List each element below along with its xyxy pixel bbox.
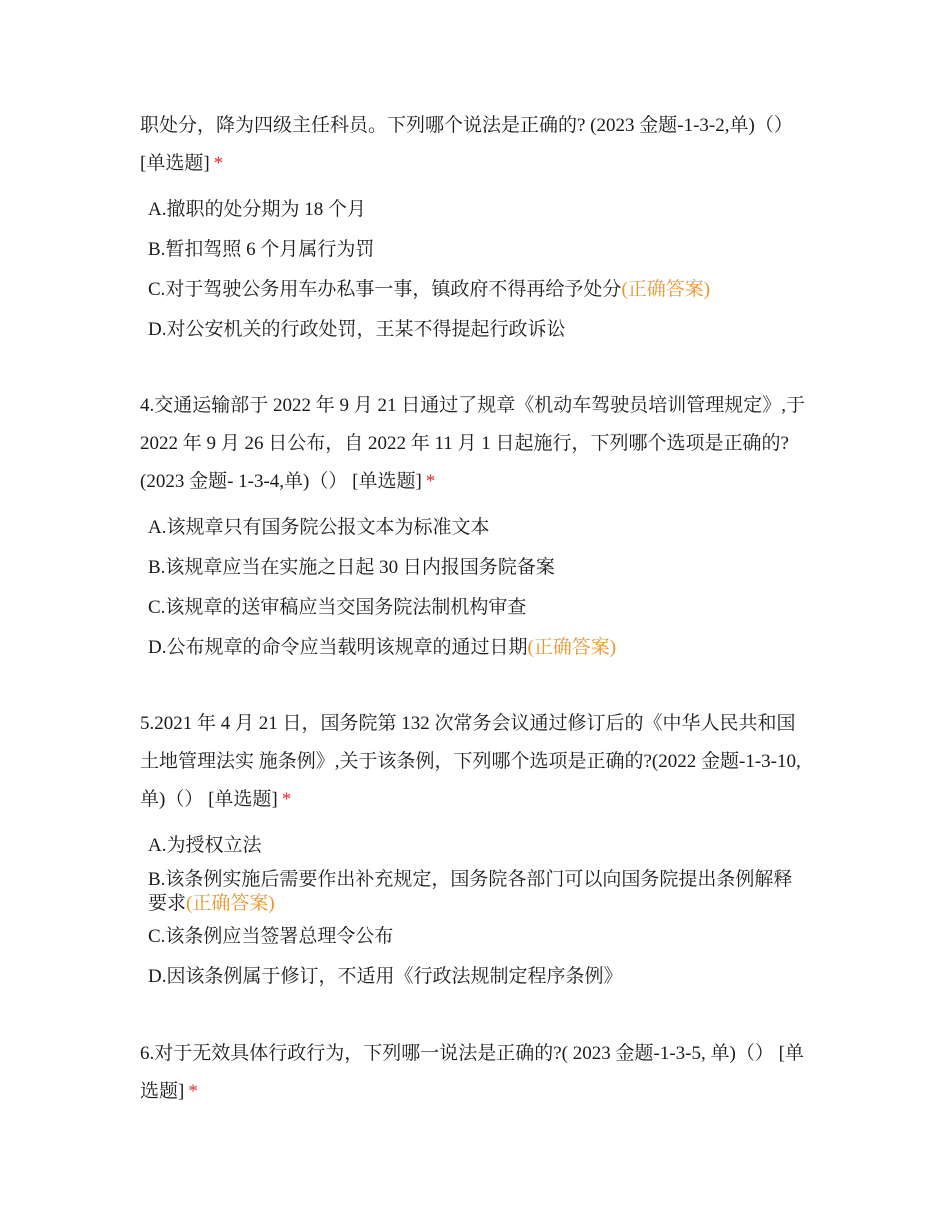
option-a[interactable]: A.撤职的处分期为 18 个月 — [148, 199, 366, 220]
option-d[interactable]: D.因该条例属于修订，不适用《行政法规制定程序条例》 — [148, 966, 623, 987]
required-mark: * — [281, 789, 292, 810]
question-3 — [140, 107, 812, 183]
option-c[interactable]: C.该条例应当签署总理令公布 — [148, 926, 394, 947]
question-6 — [140, 1035, 812, 1111]
question-stem: 5.2021 年 4 月 21 日，国务院第 132 次常务会议通过修订后的《中华人民共和国土地管理法实 施条例》,关于该条例，下列哪个选项是正确的?(2022 金题-1-3-10,单)（） [单选题] * — [140, 713, 801, 810]
question-stem: 职处分，降为四级主任科员。下列哪个说法是正确的? (2023 金题-1-3-2,单)（） [单选题] * — [140, 115, 793, 174]
question-4 — [140, 387, 812, 501]
option-a[interactable]: A.该规章只有国务院公报文本为标准文本 — [148, 517, 490, 538]
correct-answer-tag: (正确答案) — [621, 279, 711, 300]
option-b[interactable]: B.暂扣驾照 6 个月属行为罚 — [148, 239, 375, 260]
option-d[interactable]: D.公布规章的命令应当载明该规章的通过日期(正确答案) — [148, 637, 617, 658]
required-mark: * — [188, 1081, 198, 1102]
option-c[interactable]: C.对于驾驶公务用车办私事一事，镇政府不得再给予处分(正确答案) — [148, 279, 711, 300]
required-mark: * — [213, 153, 224, 174]
correct-answer-tag: (正确答案) — [527, 637, 617, 658]
question-5 — [140, 705, 812, 819]
option-a[interactable]: A.为授权立法 — [148, 835, 262, 856]
option-d[interactable]: D.对公安机关的行政处罚，王某不得提起行政诉讼 — [148, 319, 566, 340]
question-stem: 4.交通运输部于 2022 年 9 月 21 日通过了规章《机动车驾驶员培训管理规定》,于 2022 年 9 月 26 日公布，自 2022 年 11 月 1 日起施行，下列哪个选项是正确的? (2023 金题- 1-3-4,单)（） [单选题] * — [140, 395, 806, 492]
required-mark: * — [425, 471, 436, 492]
option-b[interactable]: B.该条例实施后需要作出补充规定，国务院各部门可以向国务院提出条例解释要求(正确答案) — [148, 869, 793, 914]
option-c[interactable]: C.该规章的送审稿应当交国务院法制机构审查 — [148, 597, 527, 618]
question-stem: 6.对于无效具体行政行为，下列哪一说法是正确的?( 2023 金题-1-3-5, 单)（） [单选题] * — [140, 1043, 804, 1102]
correct-answer-tag: (正确答案) — [186, 893, 275, 914]
option-b[interactable]: B.该规章应当在实施之日起 30 日内报国务院备案 — [148, 557, 555, 578]
